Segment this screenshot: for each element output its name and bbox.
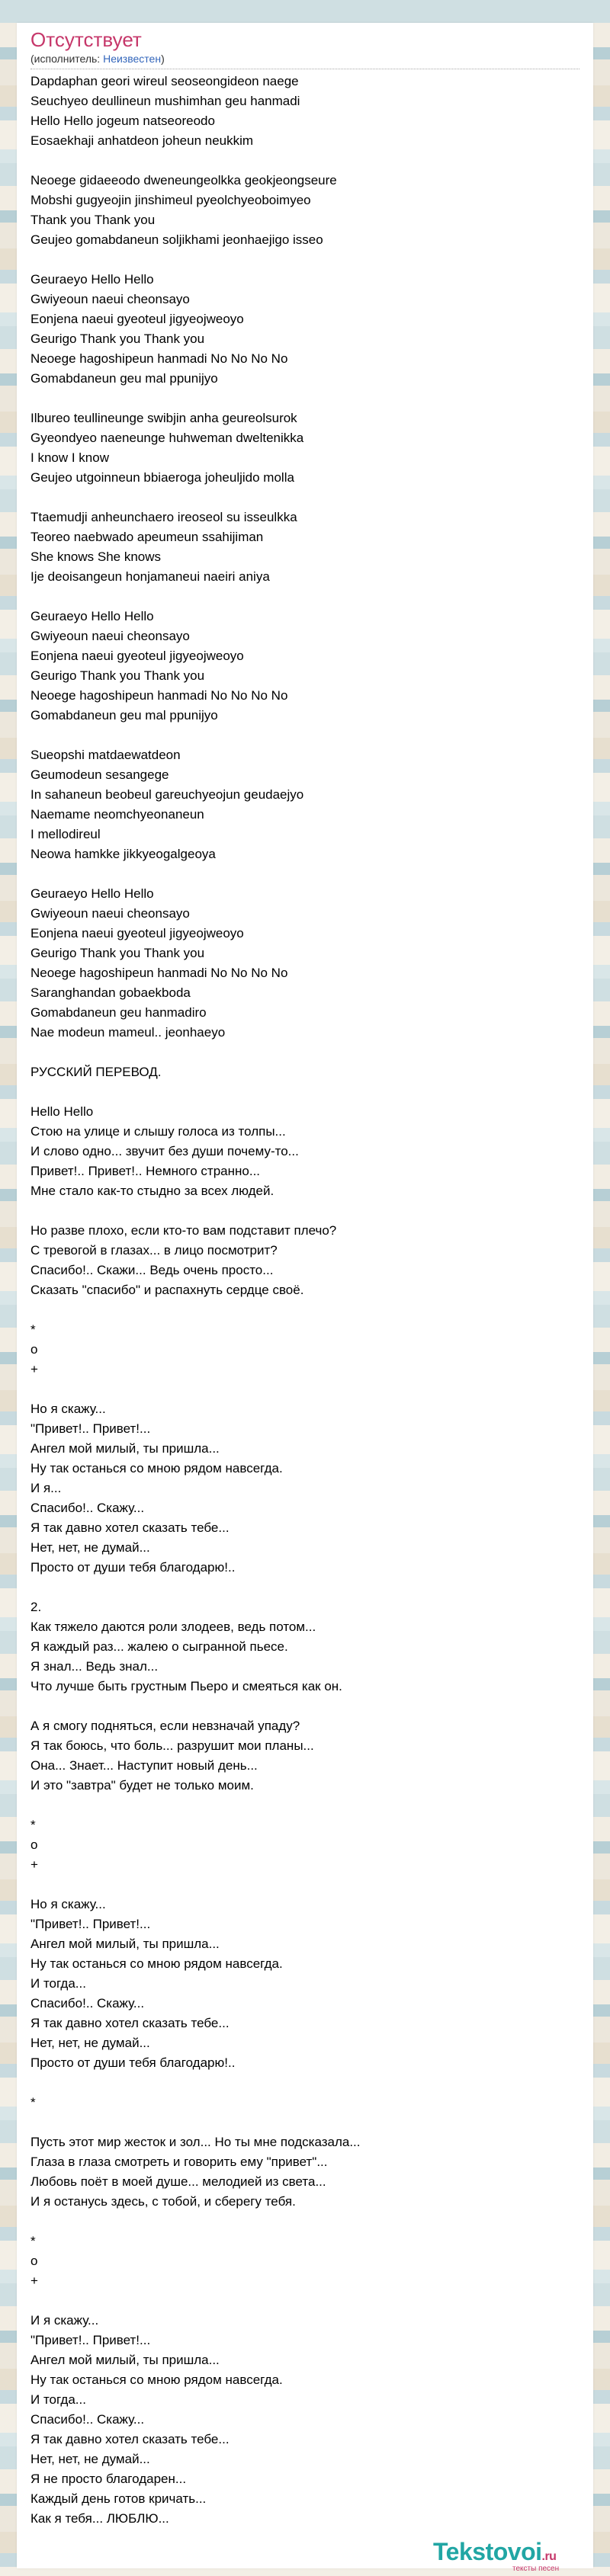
stanza-gap (30, 864, 580, 884)
lyric-line: Geujeo gomabdaneun soljikhami jeonhaejigo isseo (30, 232, 323, 247)
lyric-line: Пусть этот мир жесток и зол... Но ты мне подсказала... (30, 2135, 361, 2149)
lyric-line: Но я скажу... (30, 1402, 106, 1416)
lyric-line: * (30, 2234, 36, 2248)
lyric-line: Но разве плохо, если кто-то вам подставит плечо? (30, 1223, 337, 1238)
lyrics-card (17, 23, 593, 2573)
lyric-line: Ttaemudji anheunchaero ireoseol su isseulkka (30, 510, 297, 524)
stanza-gap (30, 1578, 580, 1597)
lyric-line: Я так давно хотел сказать тебе... (30, 1520, 230, 1535)
stanza-gap (30, 2291, 580, 2311)
lyric-line: Ну так останься со мною рядом навсегда. (30, 1461, 283, 1475)
lyric-line: Gomabdaneun geu hanmadiro (30, 1005, 207, 1020)
stanza-gap (30, 488, 580, 508)
stanza-gap (30, 250, 580, 270)
lyric-line: Я знал... Ведь знал... (30, 1659, 159, 1674)
lyric-line: РУССКИЙ ПЕРЕВОД. (30, 1065, 162, 1079)
lyric-line: Gomabdaneun geu mal ppunijyo (30, 371, 218, 386)
stanza-gap (30, 1300, 580, 1320)
lyric-line: Teoreo naebwado apeumeun ssahijiman (30, 530, 264, 544)
lyric-line: Ilbureo teullineunge swibjin anha geureolsurok (30, 411, 297, 425)
lyric-line: Mobshi gugyeojin jinshimeul pyeolchyeoboimyeo (30, 193, 311, 207)
lyric-line: * (30, 1818, 36, 1832)
logo-tagline: тексты песен (512, 2565, 560, 2573)
artist-line (30, 52, 165, 66)
lyric-line: о (30, 1342, 38, 1357)
stanza-gap (30, 726, 580, 745)
lyric-line: Gwiyeoun naeui cheonsayo (30, 629, 190, 643)
lyric-line: Geuraeyo Hello Hello (30, 886, 154, 901)
lyric-line: И это "завтра" будет не только моим. (30, 1778, 254, 1793)
lyric-line: С тревогой в глазах... в лицо посмотрит? (30, 1243, 278, 1258)
lyric-line: Она... Знает... Наступит новый день... (30, 1758, 258, 1773)
lyric-line: Сказать "спасибо" и распахнуть сердце своё. (30, 1283, 304, 1297)
lyric-line: И слово одно... звучит без души почему-то... (30, 1144, 299, 1158)
stanza-gap (30, 2212, 580, 2232)
lyric-line: Нет, нет, не думай... (30, 2452, 150, 2466)
lyric-line: Eonjena naeui gyeoteul jigyeojweoyo (30, 926, 244, 940)
stanza-gap (30, 1697, 580, 1716)
stanza-gap (30, 1082, 580, 1102)
lyric-line: Gwiyeoun naeui cheonsayo (30, 292, 190, 306)
lyric-line: Gwiyeoun naeui cheonsayo (30, 906, 190, 921)
lyric-line: Nae modeun mameul.. jeonhaeyo (30, 1025, 226, 1040)
lyric-line: Eosaekhaji anhatdeon joheun neukkim (30, 133, 254, 148)
stanza-gap (30, 151, 580, 171)
lyric-line: + (30, 1857, 38, 1872)
stanza-gap (30, 1875, 580, 1895)
lyrics-text (30, 72, 580, 2529)
lyric-line: Hello Hello (30, 1104, 94, 1119)
logo-main-text: Tekstovoi (433, 2538, 542, 2565)
artist-suffix: ) (161, 53, 165, 65)
lyric-line: 2. (30, 1600, 42, 1614)
lyric-line: Я так давно хотел сказать тебе... (30, 2432, 230, 2446)
lyric-line: Sueopshi matdaewatdeon (30, 748, 181, 762)
lyric-line: Geuraeyo Hello Hello (30, 272, 154, 287)
lyric-line: Eonjena naeui gyeoteul jigyeojweoyo (30, 312, 244, 326)
lyric-line: In sahaneun beobeul gareuchyeojun geudaejyo (30, 787, 304, 802)
lyric-line: Neoege hagoshipeun hanmadi No No No No (30, 688, 288, 703)
lyric-line: Любовь поёт в моей душе... мелодией из света... (30, 2174, 326, 2189)
lyric-line: Нет, нет, не думай... (30, 1540, 150, 1555)
lyric-line: А я смогу подняться, если невзначай упаду? (30, 1719, 300, 1733)
lyric-line: Я так давно хотел сказать тебе... (30, 2016, 230, 2030)
lyric-line: Geumodeun sesangege (30, 767, 169, 782)
lyric-line: Seuchyeo deullineun mushimhan geu hanmadi (30, 94, 300, 108)
lyric-line: Стою на улице и слышу голоса из толпы... (30, 1124, 286, 1139)
lyric-line: Я так боюсь, что боль... разрушит мои планы... (30, 1738, 314, 1753)
lyric-line: "Привет!.. Привет!... (30, 1421, 151, 1436)
lyric-line: Глаза в глаза смотреть и говорить ему "привет"... (30, 2155, 328, 2169)
lyric-line: Naemame neomchyeonaneun (30, 807, 204, 822)
lyric-line: She knows She knows (30, 549, 162, 564)
lyric-line: Как я тебя... ЛЮБЛЮ... (30, 2511, 169, 2526)
lyric-line: Neowa hamkke jikkyeogalgeoya (30, 847, 216, 861)
lyric-line: Hello Hello jogeum natseoreodo (30, 114, 215, 128)
lyric-line: Ije deoisangeun honjamaneui naeiri aniya (30, 569, 270, 584)
lyric-line: Но я скажу... (30, 1897, 106, 1911)
stanza-gap (30, 1201, 580, 1221)
lyric-line: И я скажу... (30, 2313, 99, 2328)
lyric-line: Спасибо!.. Скажу... (30, 1996, 145, 2010)
lyric-line: Neoege hagoshipeun hanmadi No No No No (30, 351, 288, 366)
lyric-line: И тогда... (30, 2392, 86, 2407)
lyric-line: Ну так останься со мною рядом навсегда. (30, 2373, 283, 2387)
lyric-line: Gyeondyeo naeneunge huhweman dweltenikka (30, 431, 304, 445)
lyric-line: Thank you Thank you (30, 213, 156, 227)
lyric-line: Neoege hagoshipeun hanmadi No No No No (30, 966, 288, 980)
stanza-gap (30, 587, 580, 607)
lyric-line: Ангел мой милый, ты пришла... (30, 1441, 220, 1456)
lyric-line: Спасибо!.. Скажу... (30, 1501, 145, 1515)
lyric-line: Мне стало как-то стыдно за всех людей. (30, 1184, 274, 1198)
lyric-line: "Привет!.. Привет!... (30, 1917, 151, 1931)
lyric-line: Gomabdaneun geu mal ppunijyo (30, 708, 218, 722)
lyric-line: Dapdaphan geori wireul seoseongideon naege (30, 74, 299, 88)
stanza-gap (30, 1379, 580, 1399)
lyric-line: о (30, 1837, 38, 1852)
site-logo[interactable] (433, 2538, 586, 2573)
lyric-line: Ангел мой милый, ты пришла... (30, 2353, 220, 2367)
stanza-gap (30, 389, 580, 409)
lyric-line: И тогда... (30, 1976, 86, 1991)
lyric-line: Просто от души тебя благодарю!.. (30, 1560, 236, 1575)
artist-prefix: (исполнитель: (30, 53, 104, 65)
lyric-line: I mellodireul (30, 827, 101, 841)
lyric-line: Ангел мой милый, ты пришла... (30, 1937, 220, 1951)
lyric-line: Geurigo Thank you Thank you (30, 946, 205, 960)
lyric-line: Просто от души тебя благодарю!.. (30, 2055, 236, 2070)
lyric-line: Спасибо!.. Скажу... (30, 2412, 145, 2427)
lyric-line: Geurigo Thank you Thank you (30, 668, 205, 683)
lyric-line: Geurigo Thank you Thank you (30, 332, 205, 346)
lyric-line: о (30, 2254, 38, 2268)
lyric-line: * (30, 1322, 36, 1337)
lyric-line: Saranghandan gobaekboda (30, 985, 191, 1000)
lyric-line: И я... (30, 1481, 62, 1495)
lyric-line: И я останусь здесь, с тобой, и сберегу тебя. (30, 2194, 296, 2209)
lyric-line: Geuraeyo Hello Hello (30, 609, 154, 623)
lyric-line: Neoege gidaeeodo dweneungeolkka geokjeongseure (30, 173, 337, 187)
lyric-line: Eonjena naeui gyeoteul jigyeojweoyo (30, 649, 244, 663)
stanza-gap (30, 2073, 580, 2093)
stanza-gap (30, 1796, 580, 1815)
logo-tld: .ru (541, 2550, 557, 2563)
lyric-line: Как тяжело даются роли злодеев, ведь потом... (30, 1620, 316, 1634)
stanza-gap (30, 1043, 580, 1062)
lyric-line: Каждый день готов кричать... (30, 2491, 207, 2506)
lyric-line: I know I know (30, 450, 109, 465)
artist-link[interactable]: Неизвестен (103, 53, 162, 65)
lyric-line: Привет!.. Привет!.. Немного странно... (30, 1164, 261, 1178)
lyric-line: Нет, нет, не думай... (30, 2036, 150, 2050)
lyric-line: * (30, 2095, 36, 2110)
lyric-line: + (30, 1362, 38, 1376)
lyric-line: Спасибо!.. Скажи... Ведь очень просто... (30, 1263, 274, 1277)
stanza-gap (30, 2113, 580, 2132)
lyric-line: + (30, 2273, 38, 2288)
lyric-line: Я каждый раз... жалею о сыгранной пьесе. (30, 1639, 288, 1654)
lyric-line: "Привет!.. Привет!... (30, 2333, 151, 2347)
lyric-line: Geujeo utgoinneun bbiaeroga joheuljido molla (30, 470, 294, 485)
lyric-line: Ну так останься со мною рядом навсегда. (30, 1956, 283, 1971)
lyric-line: Что лучше быть грустным Пьеро и смеяться как он. (30, 1679, 342, 1693)
song-title: Отсутствует (30, 28, 142, 51)
lyric-line: Я не просто благодарен... (30, 2472, 187, 2486)
